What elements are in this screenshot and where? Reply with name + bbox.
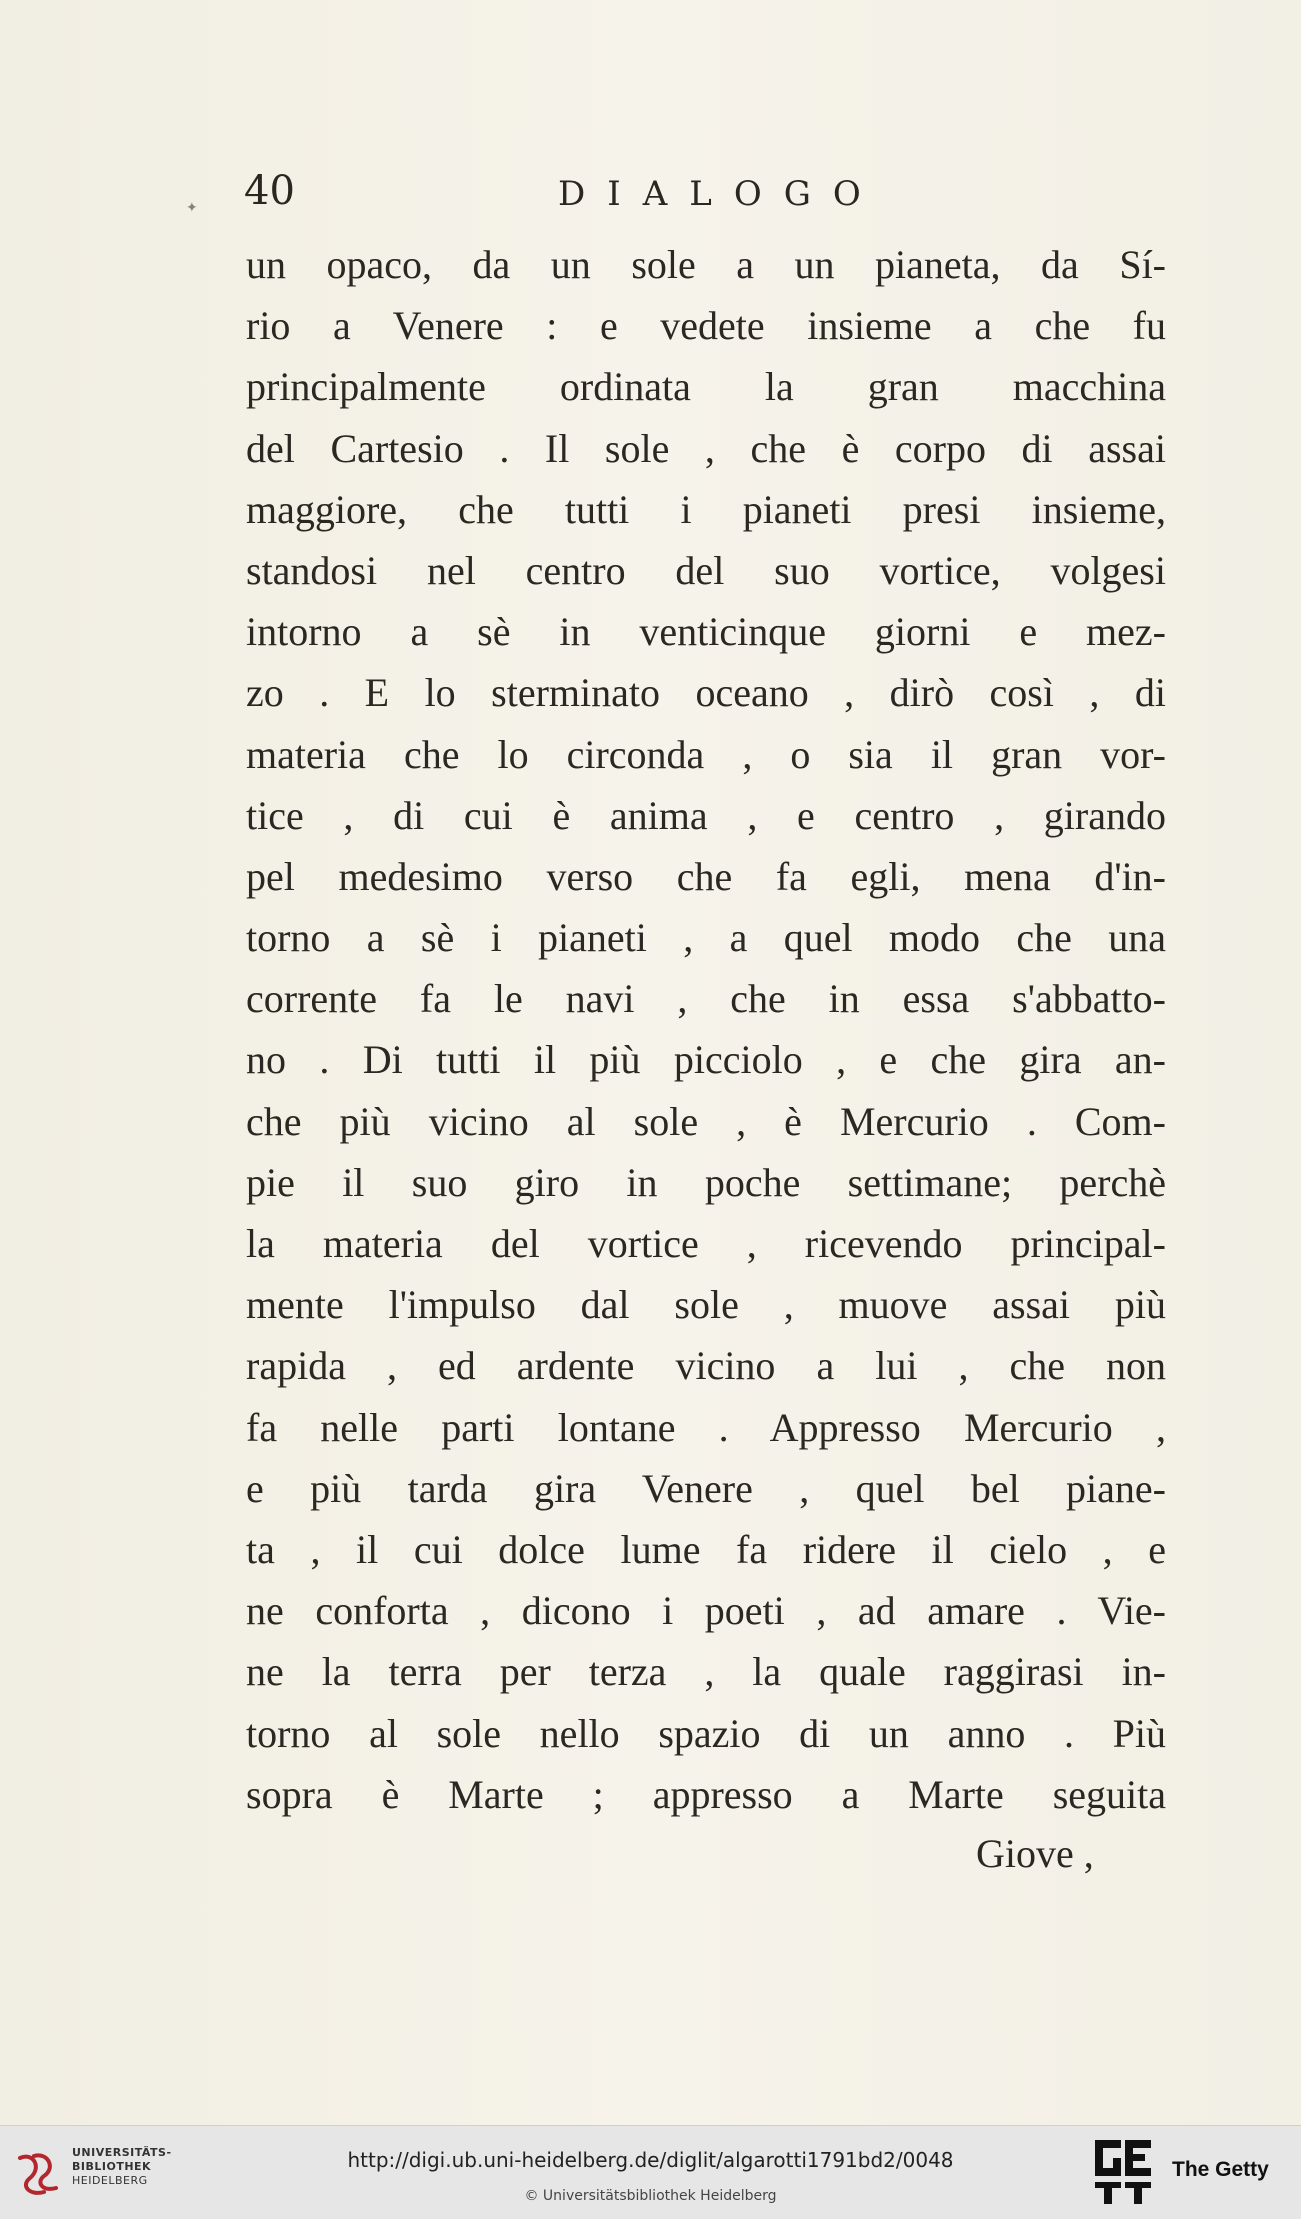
text-line: materia che lo circonda , o sia il gran vor- bbox=[246, 731, 1166, 777]
text-line: ta , il cui dolce lume fa ridere il cielo , e bbox=[246, 1526, 1166, 1572]
text-line: e più tarda gira Venere , quel bel piane- bbox=[246, 1465, 1166, 1511]
text-line: torno a sè i pianeti , a quel modo che una bbox=[246, 915, 1166, 961]
text-line: torno al sole nello spazio di un anno . Più bbox=[246, 1710, 1166, 1756]
catchword: Giove , bbox=[976, 1831, 1094, 1876]
page-number: 40 bbox=[244, 168, 295, 214]
body-text bbox=[246, 234, 1166, 1825]
text-line: maggiore, che tutti i pianeti presi insieme, bbox=[246, 486, 1166, 532]
library-name-line-3: HEIDELBERG bbox=[72, 2174, 148, 2187]
text-line: del Cartesio . Il sole , che è corpo di assai bbox=[246, 425, 1166, 471]
text-line: ne conforta , dicono i poeti , ad amare . Vie- bbox=[246, 1588, 1166, 1634]
footer-bar bbox=[0, 2125, 1301, 2219]
text-line: mente l'impulso dal sole , muove assai più bbox=[246, 1282, 1166, 1328]
text-line: rio a Venere : e vedete insieme a che fu bbox=[246, 303, 1166, 349]
text-line: pie il suo giro in poche settimane; perchè bbox=[246, 1159, 1166, 1205]
text-line: ne la terra per terza , la quale raggirasi in- bbox=[246, 1649, 1166, 1695]
library-name-line-1: UNIVERSITÄTS- bbox=[72, 2146, 172, 2159]
text-line: la materia del vortice , ricevendo principal- bbox=[246, 1221, 1166, 1266]
text-line: principalmente ordinata la gran macchina bbox=[246, 364, 1166, 410]
text-line: che più vicino al sole , è Mercurio . Com- bbox=[246, 1098, 1166, 1144]
running-title: DIALOGO bbox=[558, 174, 883, 214]
text-line: standosi nel centro del suo vortice, volgesi bbox=[246, 547, 1166, 593]
library-name-line-2: BIBLIOTHEK bbox=[72, 2160, 152, 2173]
page-header bbox=[244, 168, 1164, 228]
copyright-notice: © Universitätsbibliothek Heidelberg bbox=[524, 2188, 777, 2204]
text-line: corrente fa le navi , che in essa s'abbatto- bbox=[246, 976, 1166, 1022]
permalink-url[interactable]: http://digi.ub.uni-heidelberg.de/diglit/algarotti1791bd2/0048 bbox=[347, 2148, 954, 2172]
partner-name: The Getty bbox=[1172, 2158, 1269, 2181]
text-line: no . Di tutti il più picciolo , e che gira an- bbox=[246, 1037, 1166, 1083]
text-line: rapida , ed ardente vicino a lui , che non bbox=[246, 1343, 1166, 1389]
text-line: intorno a sè in venticinque giorni e mez- bbox=[246, 609, 1166, 655]
text-line: tice , di cui è anima , e centro , girando bbox=[246, 792, 1166, 838]
text-line: fa nelle parti lontane . Appresso Mercurio , bbox=[246, 1404, 1166, 1450]
margin-mark: ✦ bbox=[186, 200, 198, 216]
text-line: pel medesimo verso che fa egli, mena d'in- bbox=[246, 853, 1166, 899]
text-line: zo . E lo sterminato oceano , dirò così , di bbox=[246, 670, 1166, 716]
getty-logo-icon[interactable] bbox=[1095, 2140, 1151, 2204]
text-line: un opaco, da un sole a un pianeta, da Sí- bbox=[246, 242, 1166, 287]
text-line: sopra è Marte ; appresso a Marte seguita bbox=[246, 1771, 1166, 1817]
